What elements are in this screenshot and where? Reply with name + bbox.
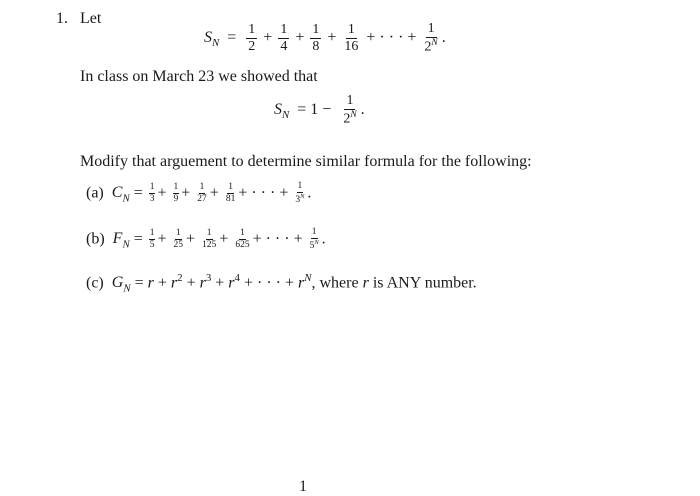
fraction-1-2N: $\frac{1}{2^N}$ [424, 21, 438, 55]
part-a-label: (a) [86, 184, 104, 202]
part-c-equation: (c) $G_N = r + r^2 + r^3 + r^4$ + · · · + $r^N$, where r is ANY number. [86, 272, 477, 295]
part-b-equation: (b) $F_N$ = $\frac{1}{5}$ + $\frac{1}{25}$ + $\frac{1}{125}$ + $\frac{1}{625}$ + · · · + $\frac{1}{5^N}$ . [86, 227, 326, 252]
fraction-1-8: $\frac{1}{8}$ [312, 21, 320, 54]
sn-result-equation: $S_N = 1$ − $\frac{1}{2^N}$ . [274, 93, 365, 127]
fraction-1-4: $\frac{1}{4}$ [280, 21, 288, 54]
class-statement-text: In class on March 23 we showed that [80, 68, 318, 85]
sn-definition-equation: $S_N$ = $\frac{1}{2}$ + $\frac{1}{4}$ + $\frac{1}{8}$ + $\frac{1}{16}$ + · · · + $\frac{1}{2^N}$ . [204, 21, 446, 55]
problem-number: 1. Let [56, 10, 102, 27]
part-b-label: (b) [86, 230, 105, 248]
page-number: 1 [299, 478, 307, 495]
part-c-label: (c) [86, 274, 104, 292]
fraction-1-2: $\frac{1}{2}$ [248, 21, 256, 54]
problem-lead: Let [80, 10, 102, 27]
part-a-equation: (a) $C_N$ = $\frac{1}{3}$ + $\frac{1}{9}$ + $\frac{1}{27}$ + $\frac{1}{81}$ + · · · + $\frac{1}{3^N}$ . [86, 181, 312, 206]
fraction-1-16: $\frac{1}{16}$ [344, 21, 359, 54]
instruction-text: Modify that arguement to determine similar formula for the following: [80, 153, 532, 170]
fraction-result: $\frac{1}{2^N}$ [343, 93, 357, 127]
